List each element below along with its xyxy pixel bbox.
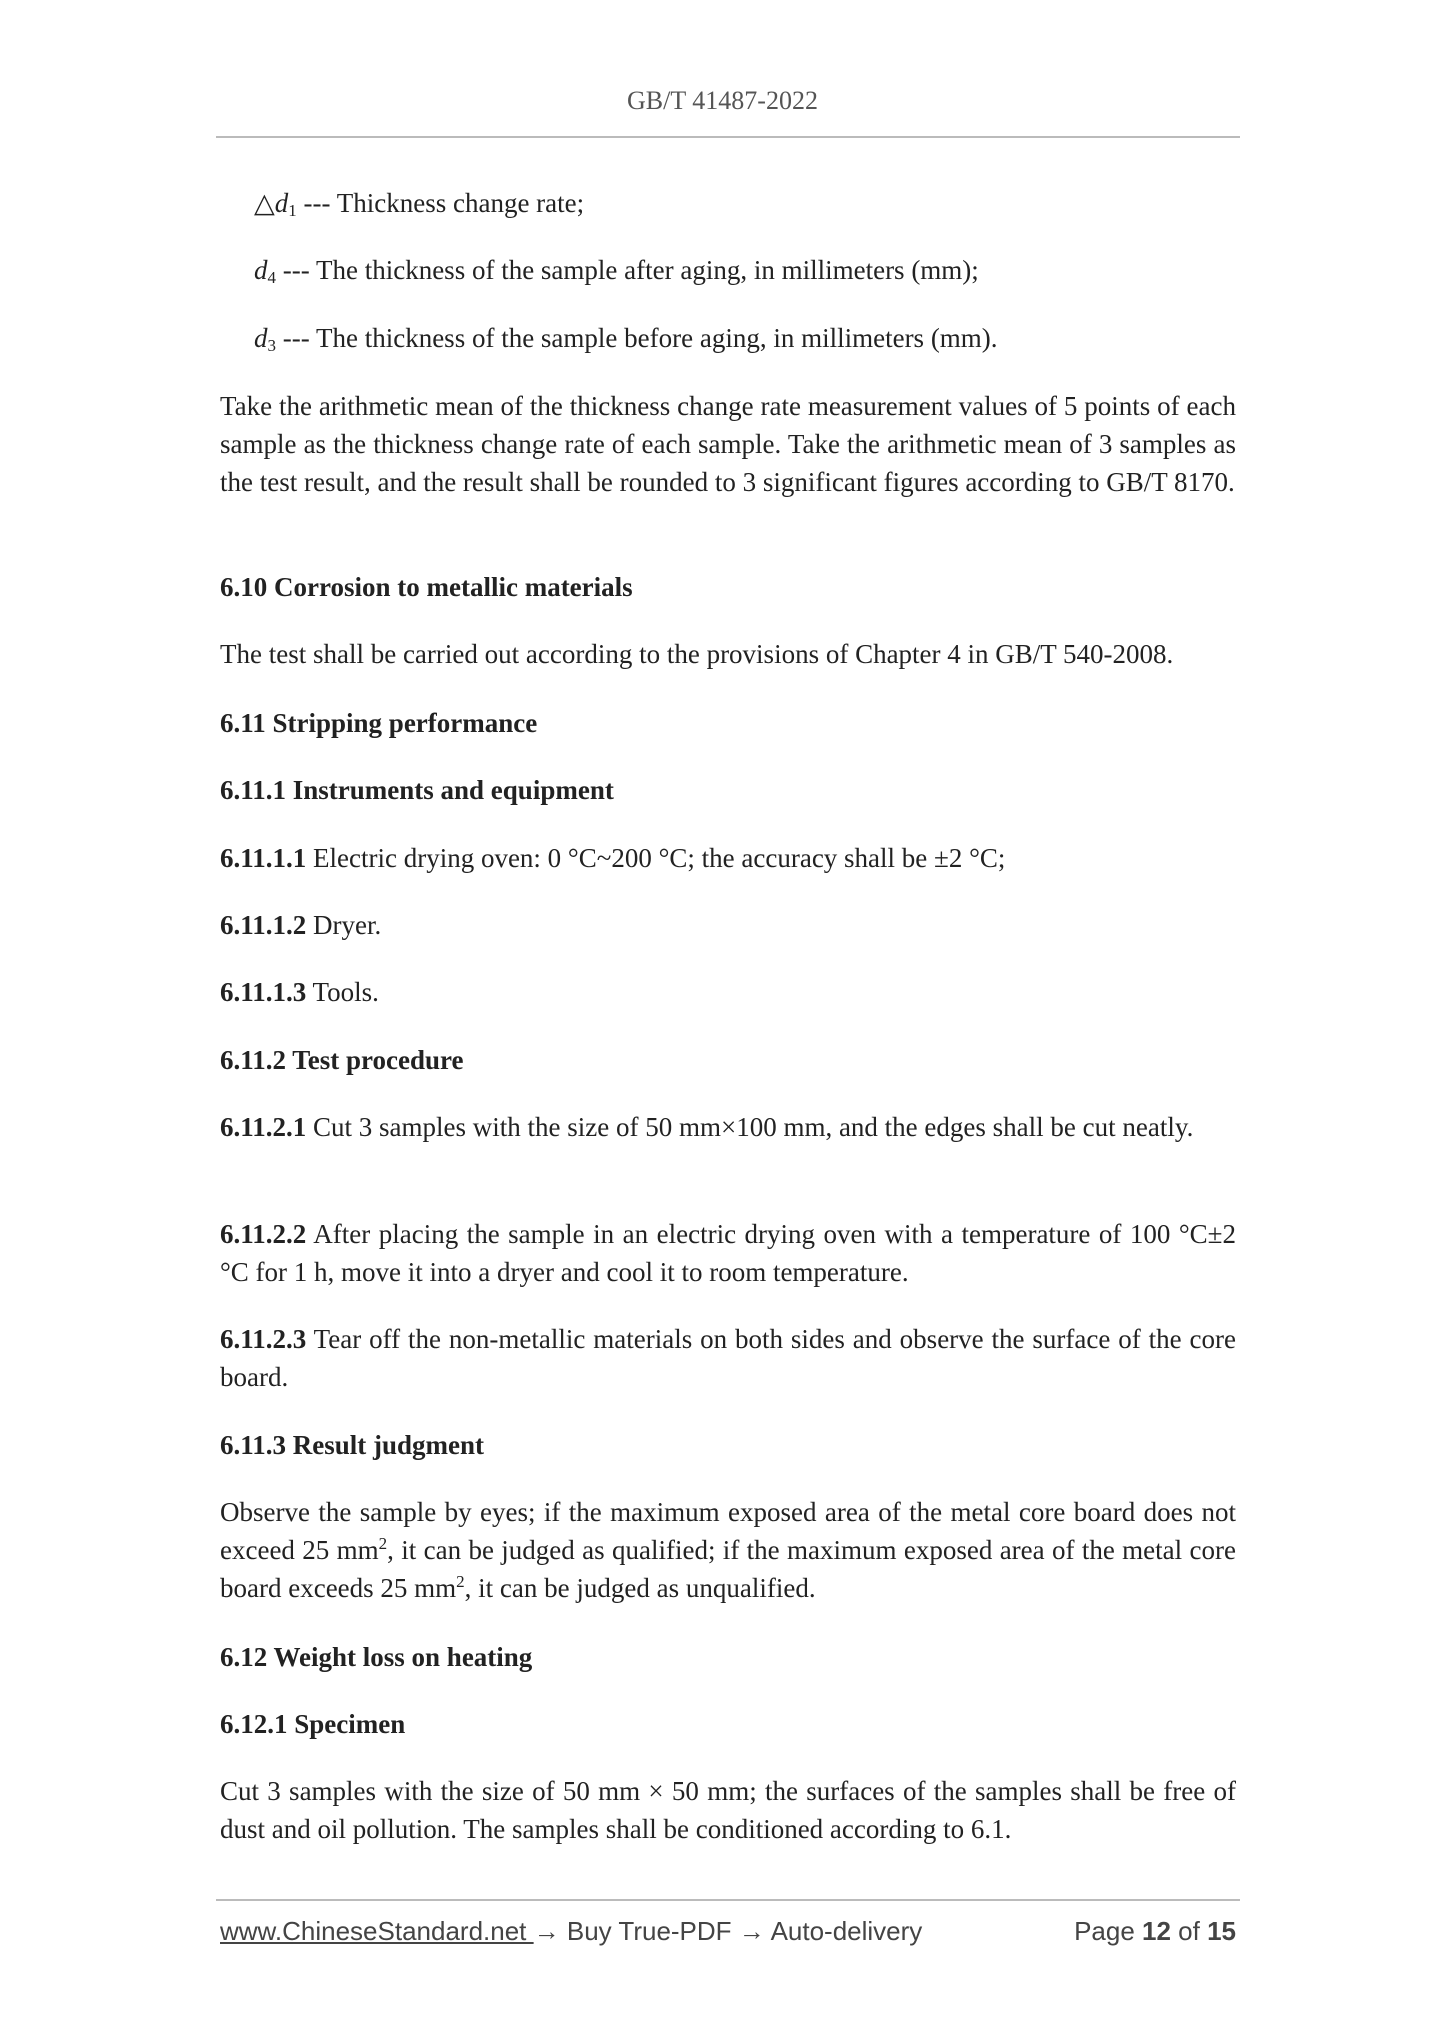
item-text: Electric drying oven: 0 °C~200 °C; the accuracy shall be ±2 °C; [306, 843, 1006, 873]
item-text: Tools. [306, 977, 379, 1007]
item-number: 6.11.1.2 [220, 910, 307, 940]
heading-text: 6.11.1 Instruments and equipment [220, 775, 614, 805]
heading-6-12 [220, 1638, 1236, 1676]
subscript: 3 [267, 336, 276, 355]
current-page: 12 [1142, 1916, 1171, 1946]
superscript: 2 [456, 1572, 465, 1591]
variable: d [274, 188, 289, 218]
definition-text: --- The thickness of the sample after aging, in millimeters (mm); [276, 255, 979, 285]
page-indicator [1074, 1916, 1236, 1947]
item-6-11-2-3 [220, 1320, 1236, 1396]
heading-text: 6.10 Corrosion to metallic materials [220, 572, 633, 602]
footer [220, 1916, 1236, 1947]
item-6-11-2-2 [220, 1215, 1236, 1291]
heading-text: 6.12.1 Specimen [220, 1709, 406, 1739]
item-number: 6.11.2.1 [220, 1112, 307, 1142]
heading-6-11-2 [220, 1041, 1236, 1079]
definition-text: --- Thickness change rate; [296, 188, 585, 218]
item-6-11-1-1 [220, 839, 1236, 877]
item-text: Cut 3 samples with the size of 50 mm×100 mm, and the edges shall be cut neatly. [306, 1112, 1194, 1142]
definition-delta-d1 [254, 184, 1270, 222]
total-pages: 15 [1207, 1916, 1236, 1946]
header-divider [216, 136, 1240, 138]
item-text: Dryer. [306, 910, 382, 940]
item-text: Tear off the non-metallic materials on both sides and observe the surface of the core board. [220, 1324, 1236, 1392]
variable: d [254, 323, 268, 353]
paragraph-6-11-3 [220, 1493, 1236, 1607]
website-link[interactable]: www.ChineseStandard.net [220, 1916, 534, 1946]
item-text: After placing the sample in an electric drying oven with a temperature of 100 °C±2 °C for 1 h, move it into a dryer and cool it to room temperature. [220, 1219, 1236, 1287]
subscript: 4 [267, 268, 276, 287]
footer-tagline: → Buy True-PDF → Auto-delivery [533, 1916, 923, 1946]
paragraph-6-12-1: Cut 3 samples with the size of 50 mm × 50 mm; the surfaces of the samples shall be free of dust and oil pollution. The samples shall be conditioned according to 6.1. [220, 1776, 1236, 1844]
text: Observe the sample by eyes; if the maximum exposed area of the metal core board does not exceed 25 mm [220, 1497, 1236, 1565]
superscript: 2 [378, 1534, 388, 1553]
paragraph-result-calc: Take the arithmetic mean of the thickness change rate measurement values of 5 points of each sample as the thickness change rate of each sample. Take the arithmetic mean of 3 samples as the test result, and the result shall be rounded to 3 significant figures according to GB/T 8170. [220, 391, 1236, 497]
of-label: of [1170, 1916, 1208, 1946]
variable: d [254, 255, 268, 285]
heading-text: 6.11 Stripping performance [220, 708, 538, 738]
item-number: 6.11.2.2 [220, 1219, 307, 1249]
heading-6-11-1 [220, 771, 1236, 809]
item-number: 6.11.1.3 [220, 977, 307, 1007]
document-header: GB/T 41487-2022 [627, 86, 818, 115]
heading-6-12-1 [220, 1705, 1236, 1743]
item-number: 6.11.1.1 [220, 843, 307, 873]
item-number: 6.11.2.3 [220, 1324, 307, 1354]
paragraph-6-10: The test shall be carried out according to the provisions of Chapter 4 in GB/T 540-2008. [220, 639, 1174, 669]
item-6-11-1-3 [220, 973, 1236, 1011]
item-6-11-1-2 [220, 906, 1236, 944]
subscript: 1 [288, 201, 297, 220]
heading-text: 6.11.2 Test procedure [220, 1045, 464, 1075]
heading-6-11-3 [220, 1426, 1236, 1464]
heading-6-10 [220, 568, 1236, 606]
text: , it can be judged as qualified; if the maximum exposed area of the metal core board exceeds 25 mm [220, 1535, 1236, 1603]
item-6-11-2-1 [220, 1108, 1236, 1146]
definition-d4 [254, 251, 1270, 289]
heading-text: 6.12 Weight loss on heating [220, 1642, 533, 1672]
text: , it can be judged as unqualified. [464, 1573, 816, 1603]
heading-6-11 [220, 704, 1236, 742]
heading-text: 6.11.3 Result judgment [220, 1430, 485, 1460]
page-label: Page [1074, 1916, 1143, 1946]
delta-symbol: △ [254, 188, 275, 218]
definition-text: --- The thickness of the sample before aging, in millimeters (mm). [276, 323, 998, 353]
definition-d3 [254, 319, 1270, 357]
footer-divider [216, 1899, 1240, 1901]
